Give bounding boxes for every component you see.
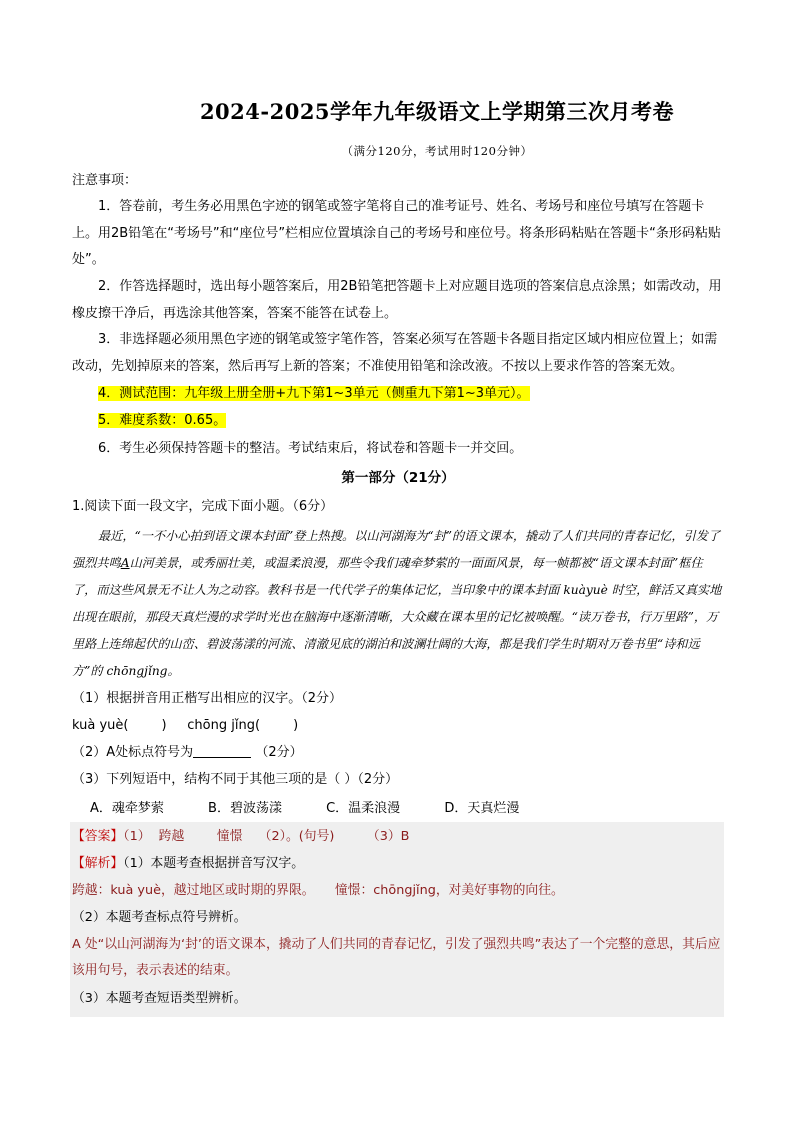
analysis-line-1 (72, 851, 724, 877)
passage-part-a: 最近，“一不小心拍到语文课本封面”登上热搜。以山河湖海为“封”的语文课本，撬动了人们共同的青春记忆，引发了强烈共鸣 (72, 529, 721, 570)
highlight-range: 4．测试范围：九年级上册全册+九下第1~3单元（侧重九下第1~3单元）。 (98, 386, 530, 401)
subquestion-2 (72, 740, 724, 767)
passage-part-b: 山河美景，或秀丽壮美，或温柔浪漫，那些令我们魂牵梦萦的一面面风景，每一帧都被“语文课本封面”框住了，而这些风景无不让人为之动容。教科书是一代代学子的集体记忆，当印象中的课本封面 kuàyuè 时空，鲜活又真实地出现在眼前，那段天真烂漫的求学时光也在脑海中逐渐清晰，大众藏在课本里的记忆被唤醒。“读万卷书，行万里路”，万里路上连绵起伏的山峦、碧波荡漾的河流、清澈见底的湖泊和波澜壮阔的大海，都是我们学生时期对万卷书里“诗和远方”的 chōngjǐng。 (72, 556, 722, 678)
reading-passage (72, 523, 724, 685)
note-item-5 (72, 408, 724, 435)
notes-heading: 注意事项： (72, 173, 138, 188)
subquestion-1-blanks: kuà yuè( ) chōng jǐng( ) (72, 718, 299, 733)
note-item-6: 6．考生必须保持答题卡的整洁。考试结束后，将试卷和答题卡一并交回。 (98, 441, 523, 456)
analysis-1-detail: 跨越：kuà yuè，越过地区或时期的界限。 憧憬：chōngjǐng，对美好事物的向往。 (72, 883, 564, 898)
analysis-label: 【解析】 (72, 856, 124, 871)
subquestion-2-text: （2）A处标点符号为 (72, 745, 194, 760)
note-item-2: 2．作答选择题时，选出每小题答案后，用2B铅笔把答题卡上对应题目选项的答案信息点涂黑；如需改动，用橡皮擦干净后，再选涂其他答案，答案不能答在试卷上。 (72, 279, 722, 321)
answer-text: （1） 跨越 憧憬 （2）。(句号) （3）B (123, 829, 410, 844)
answer-label: 【答案】 (72, 829, 124, 844)
subquestion-1: （1）根据拼音用正楷写出相应的汉字。（2分） (72, 691, 343, 706)
subquestion-2-score: （2分） (255, 745, 303, 760)
question-stem: 1.阅读下面一段文字，完成下面小题。（6分） (72, 499, 334, 514)
option-b: B．碧波荡漾 (208, 801, 282, 816)
note-item-3: 3．非选择题必须用黑色字迹的钢笔或签字笔作答，答案必须写在答题卡各题目指定区域内相应位置上；如需改动，先划掉原来的答案，然后再写上新的答案；不准使用铅笔和涂改液。不按以上要求作答的答案无效。 (72, 332, 718, 374)
option-d: D．天真烂漫 (444, 801, 520, 816)
analysis-3: （3）本题考查短语类型辨析。 (72, 991, 247, 1006)
analysis-2-detail: A 处“以山河湖海为‘封’的语文课本，撬动了人们共同的青春记忆，引发了强烈共鸣”表达了一个完整的意思，其后应该用句号，表示表述的结束。 (72, 937, 721, 978)
exam-title: 2024-2025学年九年级语文上学期第三次月考卷 (199, 99, 675, 124)
option-a: A．魂牵梦萦 (90, 801, 164, 816)
punctuation-mark-a: A (120, 556, 130, 570)
choice-options (90, 796, 559, 822)
note-item-4 (72, 381, 724, 408)
analysis-1: （1）本题考查根据拼音写汉字。 (123, 856, 305, 871)
analysis-2: （2）本题考查标点符号辨析。 (72, 910, 247, 925)
highlight-difficulty: 5．难度系数：0.65。 (98, 413, 227, 428)
section-title: 第一部分（21分） (341, 470, 455, 486)
answer-blank (193, 743, 251, 758)
option-c: C．温柔浪漫 (326, 801, 401, 816)
note-item-1: 1．答卷前，考生务必用黑色字迹的钢笔或签字笔将自己的准考证号、姓名、考场号和座位号填写在答题卡上。用2B铅笔在“考场号”和“座位号”栏相应位置填涂自己的考场号和座位号。将条形码粘贴在答题卡“条形码粘贴处”。 (72, 199, 721, 267)
answer-line (72, 824, 724, 850)
exam-subtitle: （满分120分，考试用时120分钟） (341, 144, 533, 158)
subquestion-3: （3）下列短语中，结构不同于其他三项的是（ ）（2分） (72, 772, 399, 787)
